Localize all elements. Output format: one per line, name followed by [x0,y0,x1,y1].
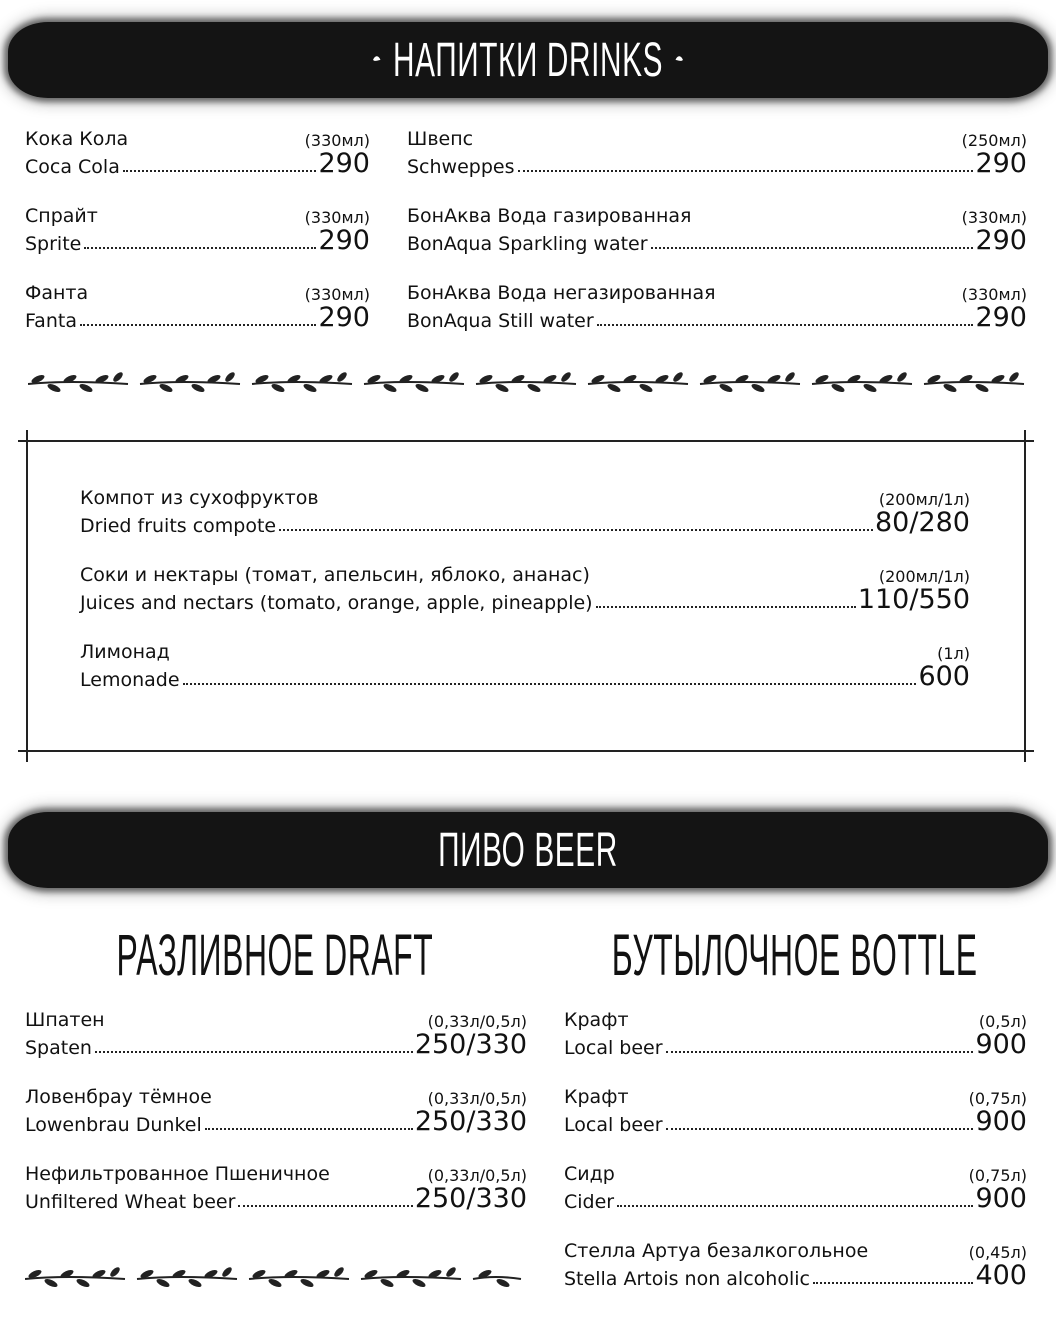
item-price: 110/550 [857,584,970,615]
dot-leader [95,1051,413,1053]
item-price: 900 [975,1183,1027,1214]
item-volume: (330мл) [304,285,370,304]
item-name-en: Schweppes [407,156,515,178]
item-name-ru: Лимонад [80,641,170,663]
item-volume: (200мл/1л) [878,490,970,509]
menu-item [25,1159,527,1213]
item-volume: (0,75л) [968,1089,1027,1108]
item-volume: (1л) [937,644,970,663]
item-volume: (0,45л) [968,1243,1027,1262]
dot-leader [80,324,316,326]
drinks-title: НАПИТКИ DRINKS [392,33,664,87]
item-name-ru: Швепс [407,128,474,150]
item-price: 290 [318,148,370,179]
item-name-ru: Нефильтрованное Пшеничное [25,1163,330,1185]
menu-item [564,1082,1027,1136]
item-volume: (0,5л) [978,1012,1027,1031]
item-name-en: Coca Cola [25,156,120,178]
item-volume: (330мл) [304,131,370,150]
item-volume: (0,33л/0,5л) [427,1012,527,1031]
dot-leader [518,170,974,172]
bottle-title: БУТЫЛОЧНОЕ BOTTLE [612,922,978,988]
item-name-ru: Кока Кола [25,128,129,150]
item-price: 290 [975,148,1027,179]
item-name-ru: Спрайт [25,205,98,227]
vine-divider [25,1265,525,1291]
menu-item [25,201,370,255]
bottle-heading [560,920,1030,990]
dot-leader [666,1051,974,1053]
leaf-icon-left [372,52,382,68]
item-price: 290 [318,225,370,256]
item-name-ru: Сидр [564,1163,615,1185]
item-name-en: Stella Artois non alcoholic [564,1268,810,1290]
menu-item [25,1082,527,1136]
menu-item [407,124,1027,178]
dot-leader [666,1128,974,1130]
item-name-en: Unfiltered Wheat beer [25,1191,236,1213]
beer-title: ПИВО BEER [438,823,618,877]
item-name-en: Lemonade [80,669,180,691]
menu-item [407,278,1027,332]
item-name-en: Sprite [25,233,82,255]
item-name-en: Fanta [25,310,77,332]
leaf-icon-right [674,52,684,68]
item-name-en: Dried fruits compote [80,515,277,537]
menu-item [564,1159,1027,1213]
item-price: 600 [918,661,970,692]
dot-leader [617,1205,973,1207]
drinks-banner [0,22,1056,98]
dot-leader [813,1282,974,1284]
menu-item [80,560,970,614]
item-name-en: Local beer [564,1037,663,1059]
item-price: 250/330 [414,1029,527,1060]
dot-leader [205,1128,413,1130]
item-name-ru: Компот из сухофруктов [80,487,319,509]
draft-heading [40,920,510,990]
item-price: 290 [318,302,370,333]
item-volume: (0,33л/0,5л) [427,1089,527,1108]
item-name-ru: Ловенбрау тёмное [25,1086,212,1108]
item-name-en: Local beer [564,1114,663,1136]
menu-item [407,201,1027,255]
item-name-en: Cider [564,1191,615,1213]
draft-title: РАЗЛИВНОЕ DRAFT [116,922,434,988]
vine-divider [28,370,1028,396]
menu-item [25,1005,527,1059]
item-name-en: Lowenbrau Dunkel [25,1114,202,1136]
menu-item [564,1005,1027,1059]
item-volume: (0,75л) [968,1166,1027,1185]
item-price: 250/330 [414,1106,527,1137]
item-name-en: BonAqua Still water [407,310,594,332]
item-price: 400 [975,1260,1027,1291]
menu-item [25,278,370,332]
dot-leader [279,529,873,531]
item-price: 290 [975,225,1027,256]
item-name-en: Spaten [25,1037,92,1059]
menu-item [80,483,970,537]
item-price: 80/280 [875,507,970,538]
beer-banner [0,812,1056,888]
item-name-ru: БонАква Вода негазированная [407,282,716,304]
menu-item [80,637,970,691]
menu-item [25,124,370,178]
item-volume: (250мл) [961,131,1027,150]
item-name-ru: Стелла Артуа безалкогольное [564,1240,869,1262]
item-price: 900 [975,1029,1027,1060]
item-name-ru: Крафт [564,1009,629,1031]
dot-leader [597,324,974,326]
item-volume: (330мл) [304,208,370,227]
item-price: 250/330 [414,1183,527,1214]
item-price: 900 [975,1106,1027,1137]
item-name-ru: Соки и нектары (томат, апельсин, яблоко, ананас) [80,564,590,586]
item-price: 290 [975,302,1027,333]
item-volume: (200мл/1л) [878,567,970,586]
item-volume: (330мл) [961,285,1027,304]
item-name-en: BonAqua Sparkling water [407,233,648,255]
dot-leader [183,683,917,685]
item-volume: (330мл) [961,208,1027,227]
item-name-ru: Фанта [25,282,89,304]
item-name-ru: БонАква Вода газированная [407,205,692,227]
dot-leader [84,247,316,249]
item-name-ru: Крафт [564,1086,629,1108]
menu-item [564,1236,1027,1290]
item-name-ru: Шпатен [25,1009,105,1031]
dot-leader [596,606,856,608]
dot-leader [651,247,974,249]
item-volume: (0,33л/0,5л) [427,1166,527,1185]
dot-leader [238,1205,412,1207]
item-name-en: Juices and nectars (tomato, orange, apple, pineapple) [80,592,593,614]
dot-leader [123,170,317,172]
